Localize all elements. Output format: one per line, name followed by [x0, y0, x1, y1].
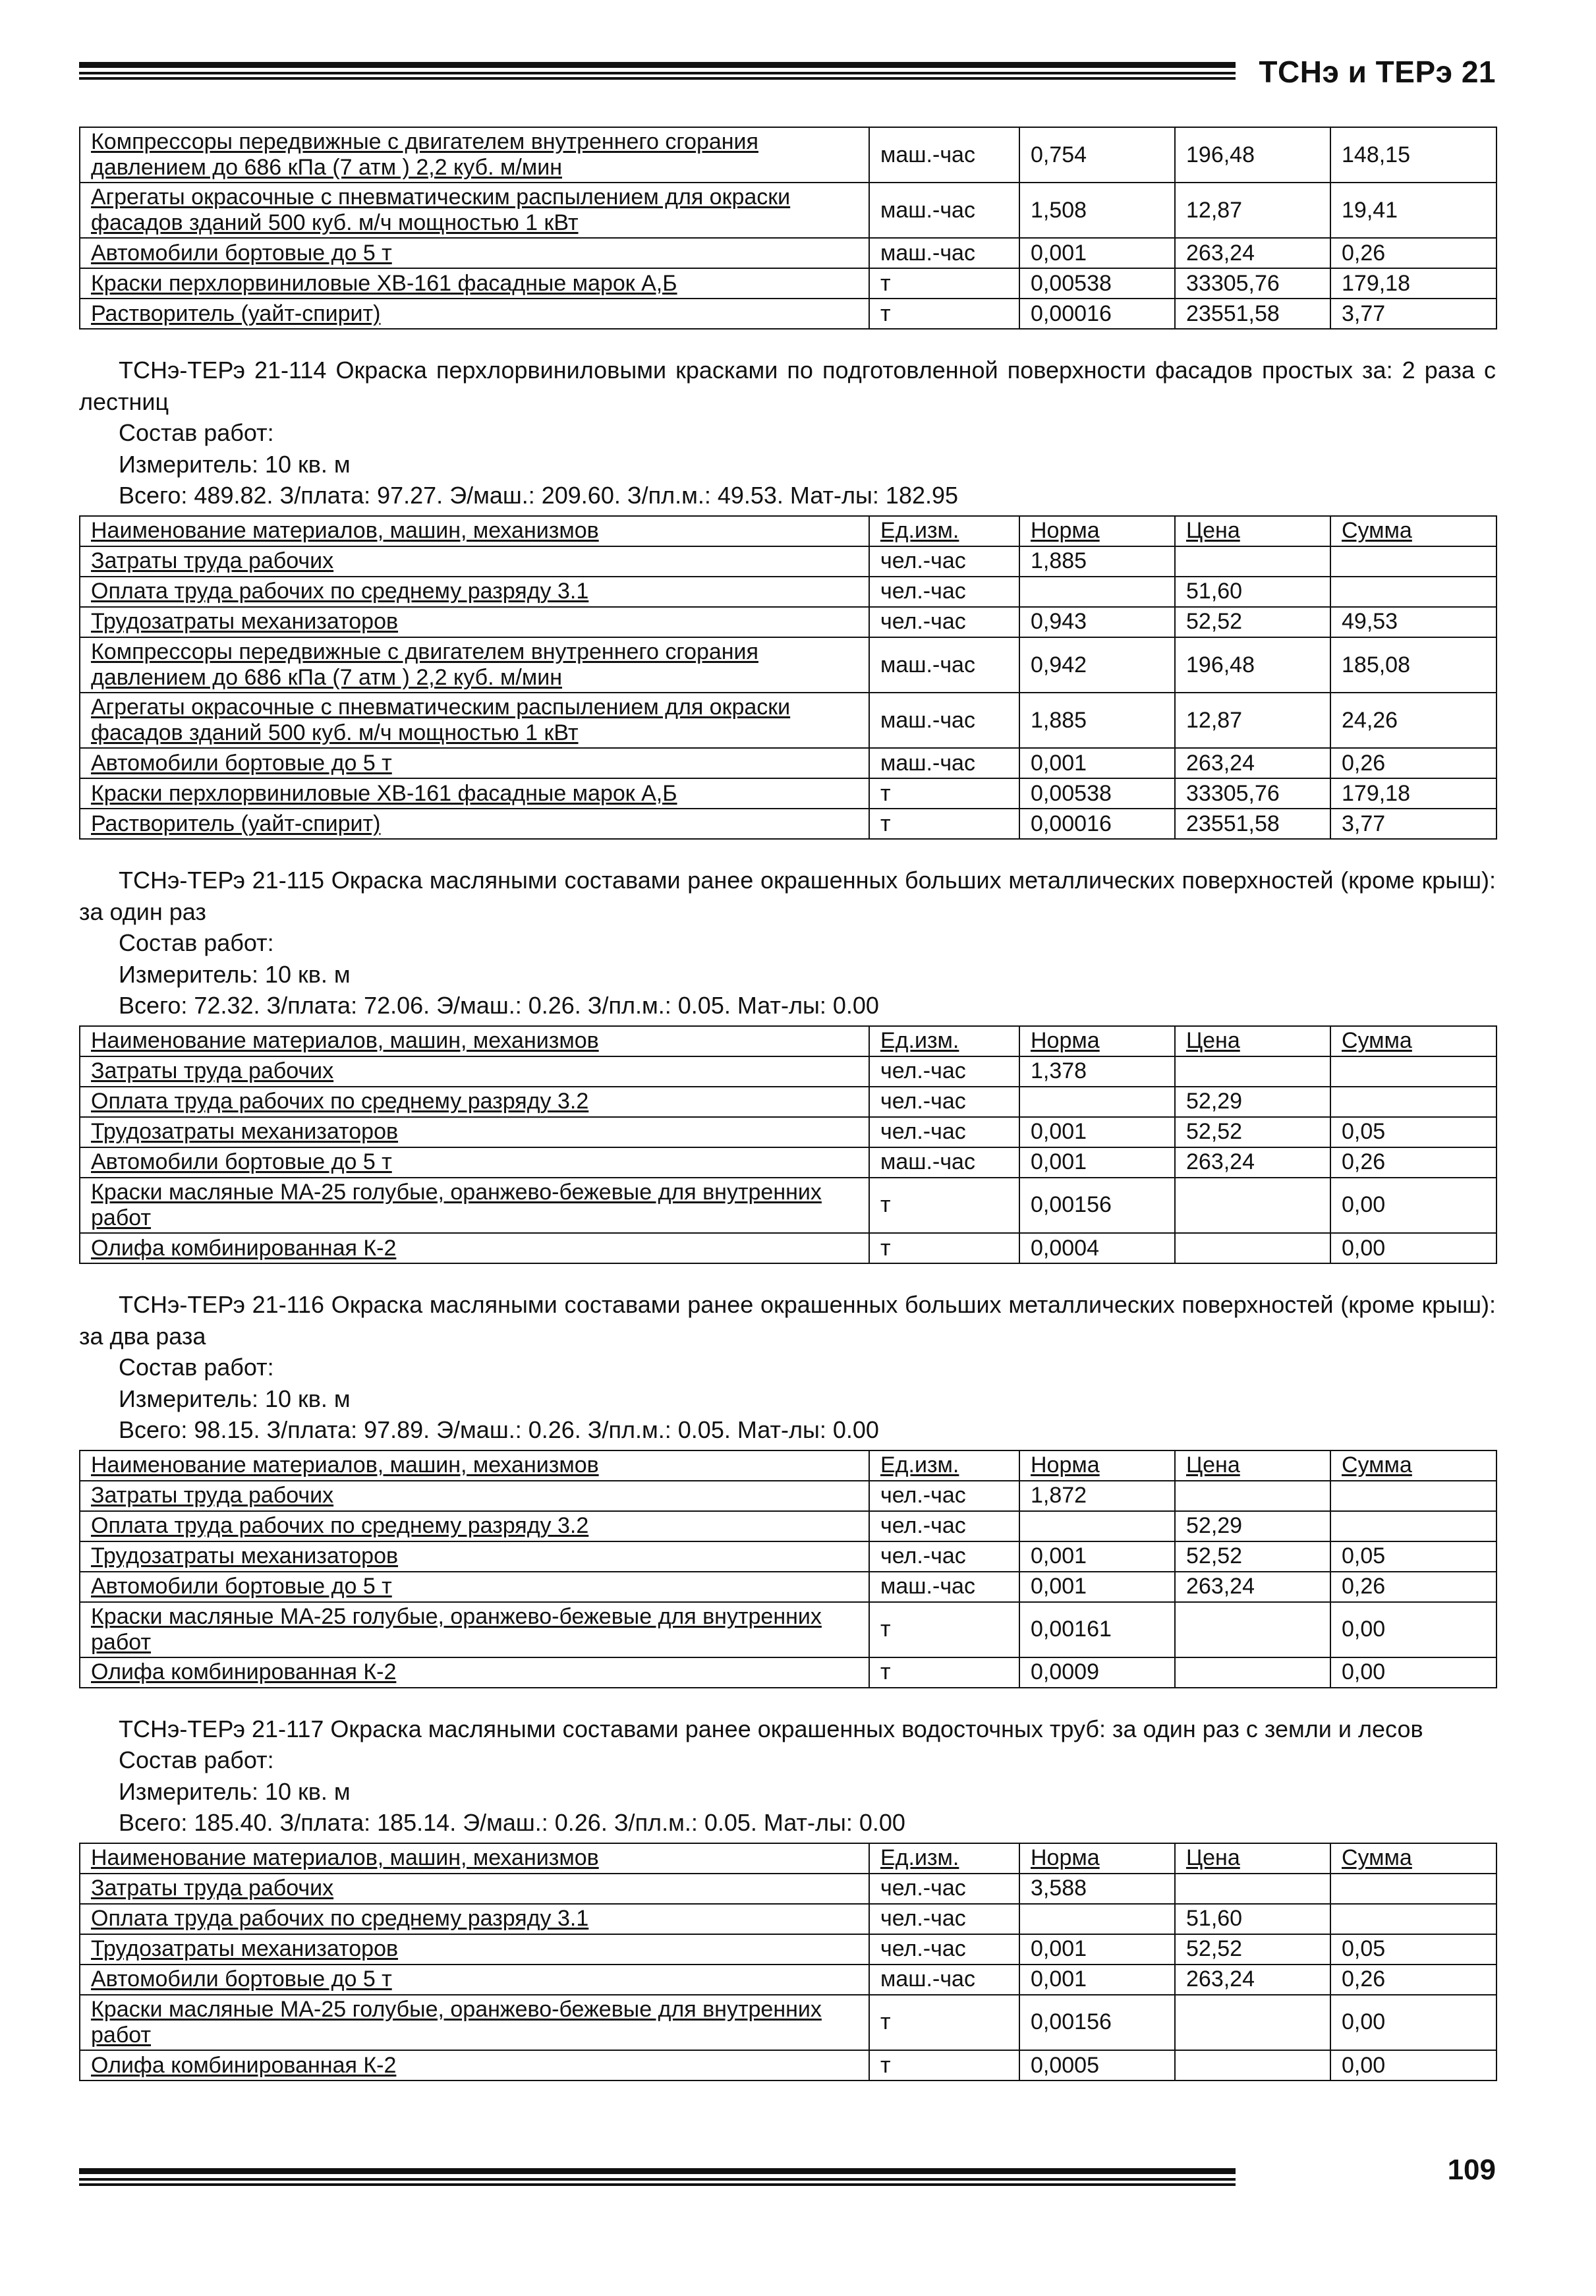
column-header-price: Цена [1175, 516, 1330, 546]
price-cell: 196,48 [1175, 127, 1330, 183]
sum-cell [1330, 1874, 1496, 1904]
footer-rule-thin [79, 2183, 1236, 2186]
resource-name-cell: Трудозатраты механизаторов [80, 607, 869, 637]
unit-cell: чел.-час [869, 1874, 1019, 1904]
norm-cell: 0,00156 [1019, 1995, 1175, 2050]
price-cell [1175, 1233, 1330, 1263]
sum-cell: 0,00 [1330, 1995, 1496, 2050]
column-header-name: Наименование материалов, машин, механизмов [80, 1843, 869, 1874]
unit-cell: чел.-час [869, 1056, 1019, 1087]
table-row [80, 268, 1496, 299]
sum-cell: 0,05 [1330, 1934, 1496, 1965]
sum-cell: 24,26 [1330, 693, 1496, 748]
norm-cell: 0,942 [1019, 637, 1175, 693]
column-header-sum: Сумма [1330, 1450, 1496, 1481]
table-row [80, 546, 1496, 577]
norm-cell: 1,508 [1019, 183, 1175, 238]
table-row [80, 1087, 1496, 1117]
price-cell: 52,52 [1175, 1934, 1330, 1965]
table-row [80, 577, 1496, 607]
sum-cell: 0,05 [1330, 1117, 1496, 1147]
sum-cell: 148,15 [1330, 127, 1496, 183]
unit-cell: чел.-час [869, 577, 1019, 607]
table-row [80, 238, 1496, 268]
resource-name-cell: Трудозатраты механизаторов [80, 1541, 869, 1572]
header-rule-thin [79, 72, 1236, 74]
table-row [80, 1874, 1496, 1904]
resource-name-cell: Автомобили бортовые до 5 т [80, 238, 869, 268]
norm-cell: 0,001 [1019, 1147, 1175, 1178]
norm-cell: 0,00156 [1019, 1178, 1175, 1233]
norm-cell: 0,001 [1019, 1117, 1175, 1147]
price-cell [1175, 1874, 1330, 1904]
resource-name-cell: Краски масляные МА-25 голубые, оранжево-бежевые для внутренних работ [80, 1995, 869, 2050]
norm-cell: 0,0004 [1019, 1233, 1175, 1263]
price-cell: 263,24 [1175, 1572, 1330, 1602]
table-row [80, 1934, 1496, 1965]
unit-cell: чел.-час [869, 1934, 1019, 1965]
column-header-unit: Ед.изм. [869, 516, 1019, 546]
resource-name-cell: Олифа комбинированная К-2 [80, 2050, 869, 2081]
table-header-row [80, 1026, 1496, 1056]
rate-section [79, 355, 1496, 840]
footer-rule-thick [79, 2168, 1236, 2174]
resource-name-cell: Автомобили бортовые до 5 т [80, 1965, 869, 1995]
price-cell: 263,24 [1175, 1965, 1330, 1995]
sum-cell: 0,26 [1330, 1965, 1496, 1995]
price-cell: 52,52 [1175, 607, 1330, 637]
resource-name-cell: Затраты труда рабочих [80, 546, 869, 577]
norm-cell: 0,00016 [1019, 299, 1175, 329]
resource-name-cell: Автомобили бортовые до 5 т [80, 748, 869, 778]
table-row [80, 637, 1496, 693]
resource-name-cell: Агрегаты окрасочные с пневматическим распылением для окраски фасадов зданий 500 куб. м/ч мощностью 1 кВт [80, 693, 869, 748]
table-row [80, 1233, 1496, 1263]
price-cell [1175, 1657, 1330, 1688]
sum-cell: 0,00 [1330, 1178, 1496, 1233]
sum-cell: 0,26 [1330, 238, 1496, 268]
table-header-row [80, 1450, 1496, 1481]
unit-cell: т [869, 268, 1019, 299]
table-row [80, 778, 1496, 809]
norm-cell: 0,0009 [1019, 1657, 1175, 1688]
column-header-unit: Ед.изм. [869, 1843, 1019, 1874]
sum-cell: 0,00 [1330, 2050, 1496, 2081]
sum-cell: 0,26 [1330, 1572, 1496, 1602]
unit-cell: чел.-час [869, 1904, 1019, 1934]
unit-cell: маш.-час [869, 693, 1019, 748]
sum-cell [1330, 1481, 1496, 1511]
sum-cell: 3,77 [1330, 299, 1496, 329]
sum-cell: 185,08 [1330, 637, 1496, 693]
resource-name-cell: Трудозатраты механизаторов [80, 1117, 869, 1147]
unit-cell: т [869, 2050, 1019, 2081]
table-row [80, 1541, 1496, 1572]
sum-cell: 0,00 [1330, 1657, 1496, 1688]
price-cell: 33305,76 [1175, 268, 1330, 299]
resource-name-cell: Компрессоры передвижные с двигателем внутреннего сгорания давлением до 686 кПа (7 атм ) 2,2 куб. м/мин [80, 637, 869, 693]
column-header-sum: Сумма [1330, 516, 1496, 546]
price-cell: 12,87 [1175, 183, 1330, 238]
sum-cell [1330, 1511, 1496, 1541]
table-row [80, 607, 1496, 637]
norm-cell: 0,00538 [1019, 778, 1175, 809]
table-row [80, 1572, 1496, 1602]
resource-name-cell: Автомобили бортовые до 5 т [80, 1572, 869, 1602]
page-header [79, 54, 1496, 94]
column-header-norm: Норма [1019, 1450, 1175, 1481]
norm-cell: 1,885 [1019, 693, 1175, 748]
norm-cell: 1,378 [1019, 1056, 1175, 1087]
price-cell: 263,24 [1175, 748, 1330, 778]
price-cell: 52,52 [1175, 1541, 1330, 1572]
norm-cell: 3,588 [1019, 1874, 1175, 1904]
resource-name-cell: Агрегаты окрасочные с пневматическим распылением для окраски фасадов зданий 500 куб. м/ч мощностью 1 кВт [80, 183, 869, 238]
table-row [80, 1117, 1496, 1147]
column-header-unit: Ед.изм. [869, 1450, 1019, 1481]
table-row [80, 127, 1496, 183]
price-cell [1175, 1481, 1330, 1511]
section-title: ТСНэ-ТЕРэ 21-116 Окраска масляными составами ранее окрашенных больших металлических поверхностей (кроме крыш): за два раза [79, 1291, 1496, 1350]
resource-name-cell: Оплата труда рабочих по среднему разряду 3.1 [80, 1904, 869, 1934]
page-number: 109 [1447, 2154, 1496, 2186]
resource-name-cell: Затраты труда рабочих [80, 1056, 869, 1087]
norm-cell: 0,0005 [1019, 2050, 1175, 2081]
price-cell: 51,60 [1175, 1904, 1330, 1934]
table-row [80, 1511, 1496, 1541]
table-row [80, 1995, 1496, 2050]
table-row [80, 1056, 1496, 1087]
sum-cell: 0,00 [1330, 1602, 1496, 1657]
norm-cell: 0,001 [1019, 1572, 1175, 1602]
table-row [80, 809, 1496, 839]
unit-cell: маш.-час [869, 183, 1019, 238]
sum-cell: 0,26 [1330, 748, 1496, 778]
column-header-norm: Норма [1019, 516, 1175, 546]
resource-table-body [80, 1843, 1496, 2081]
header-rule [79, 62, 1236, 82]
price-cell [1175, 2050, 1330, 2081]
table-row [80, 1657, 1496, 1688]
section-title: ТСНэ-ТЕРэ 21-117 Окраска масляными составами ранее окрашенных водосточных труб: за один раз с земли и лесов [119, 1715, 1423, 1742]
column-header-sum: Сумма [1330, 1843, 1496, 1874]
work-composition: Состав работ: [119, 1746, 274, 1774]
running-title: ТСНэ и ТЕРэ 21 [1259, 55, 1496, 89]
section-totals: Всего: 489.82. З/плата: 97.27. Э/маш.: 209.60. З/пл.м.: 49.53. Мат-лы: 182.95 [119, 482, 959, 509]
unit-cell: чел.-час [869, 546, 1019, 577]
unit-cell: т [869, 1995, 1019, 2050]
rate-section [79, 1289, 1496, 1688]
table-row [80, 1965, 1496, 1995]
norm-cell: 0,754 [1019, 127, 1175, 183]
column-header-unit: Ед.изм. [869, 1026, 1019, 1056]
column-header-price: Цена [1175, 1450, 1330, 1481]
column-header-name: Наименование материалов, машин, механизмов [80, 1026, 869, 1056]
unit-cell: т [869, 1233, 1019, 1263]
sum-cell [1330, 1056, 1496, 1087]
unit-cell: чел.-час [869, 607, 1019, 637]
unit-cell: маш.-час [869, 238, 1019, 268]
table-row [80, 1178, 1496, 1233]
unit-cell: т [869, 809, 1019, 839]
resource-table [79, 1450, 1497, 1688]
section-title: ТСНэ-ТЕРэ 21-115 Окраска масляными составами ранее окрашенных больших металлических поверхностей (кроме крыш): за один раз [79, 867, 1496, 925]
unit-cell: маш.-час [869, 637, 1019, 693]
unit-cell: т [869, 1602, 1019, 1657]
resource-name-cell: Затраты труда рабочих [80, 1874, 869, 1904]
column-header-price: Цена [1175, 1026, 1330, 1056]
resource-name-cell: Растворитель (уайт-спирит) [80, 809, 869, 839]
sum-cell: 179,18 [1330, 268, 1496, 299]
norm-cell: 0,943 [1019, 607, 1175, 637]
page-footer [79, 2154, 1496, 2200]
table-header-row [80, 516, 1496, 546]
norm-cell [1019, 1904, 1175, 1934]
resource-name-cell: Оплата труда рабочих по среднему разряду 3.2 [80, 1087, 869, 1117]
column-header-norm: Норма [1019, 1026, 1175, 1056]
norm-cell: 0,001 [1019, 748, 1175, 778]
sum-cell: 179,18 [1330, 778, 1496, 809]
footer-rule [79, 2168, 1236, 2189]
unit-cell: т [869, 778, 1019, 809]
norm-cell [1019, 577, 1175, 607]
sum-cell [1330, 1904, 1496, 1934]
resource-name-cell: Оплата труда рабочих по среднему разряду 3.1 [80, 577, 869, 607]
resource-table [79, 1843, 1497, 2081]
resource-name-cell: Растворитель (уайт-спирит) [80, 299, 869, 329]
resource-table [79, 515, 1497, 840]
header-rule-thin [79, 77, 1236, 80]
norm-cell [1019, 1087, 1175, 1117]
norm-cell: 1,872 [1019, 1481, 1175, 1511]
column-header-name: Наименование материалов, машин, механизмов [80, 516, 869, 546]
column-header-sum: Сумма [1330, 1026, 1496, 1056]
section-totals: Всего: 185.40. З/плата: 185.14. Э/маш.: 0.26. З/пл.м.: 0.05. Мат-лы: 0.00 [119, 1809, 905, 1837]
unit-cell: т [869, 299, 1019, 329]
resource-table-body [80, 1026, 1496, 1263]
norm-cell: 0,00161 [1019, 1602, 1175, 1657]
norm-cell: 0,001 [1019, 1934, 1175, 1965]
norm-cell: 0,001 [1019, 1541, 1175, 1572]
rate-section [79, 865, 1496, 1264]
table-row [80, 693, 1496, 748]
norm-cell [1019, 1511, 1175, 1541]
price-cell: 263,24 [1175, 238, 1330, 268]
norm-cell: 0,00016 [1019, 809, 1175, 839]
price-cell [1175, 546, 1330, 577]
sum-cell: 0,05 [1330, 1541, 1496, 1572]
unit-cell: чел.-час [869, 1541, 1019, 1572]
resource-name-cell: Олифа комбинированная К-2 [80, 1657, 869, 1688]
sum-cell [1330, 1087, 1496, 1117]
resource-table-body [80, 1450, 1496, 1688]
column-header-price: Цена [1175, 1843, 1330, 1874]
unit-cell: т [869, 1657, 1019, 1688]
unit-cell: маш.-час [869, 1147, 1019, 1178]
unit-of-measure: Измеритель: 10 кв. м [119, 1777, 351, 1805]
resource-table-body [80, 516, 1496, 839]
resource-table-body [80, 127, 1496, 329]
sum-cell: 19,41 [1330, 183, 1496, 238]
unit-cell: чел.-час [869, 1481, 1019, 1511]
price-cell [1175, 1995, 1330, 2050]
norm-cell: 0,00538 [1019, 268, 1175, 299]
norm-cell: 1,885 [1019, 546, 1175, 577]
price-cell: 23551,58 [1175, 299, 1330, 329]
page-content [79, 127, 1496, 2081]
section-title: ТСНэ-ТЕРэ 21-114 Окраска перхлорвиниловыми красками по подготовленной поверхности фасадов простых за: 2 раза с лестниц [79, 357, 1496, 415]
table-row [80, 299, 1496, 329]
resource-table [79, 127, 1497, 330]
sum-cell: 49,53 [1330, 607, 1496, 637]
unit-of-measure: Измеритель: 10 кв. м [119, 960, 351, 988]
unit-cell: маш.-час [869, 1965, 1019, 1995]
unit-cell: маш.-час [869, 748, 1019, 778]
resource-name-cell: Краски масляные МА-25 голубые, оранжево-бежевые для внутренних работ [80, 1602, 869, 1657]
column-header-norm: Норма [1019, 1843, 1175, 1874]
price-cell: 23551,58 [1175, 809, 1330, 839]
unit-cell: т [869, 1178, 1019, 1233]
unit-of-measure: Измеритель: 10 кв. м [119, 450, 351, 478]
resource-table [79, 1025, 1497, 1264]
work-composition: Состав работ: [119, 419, 274, 447]
rate-section [79, 1713, 1496, 2081]
section-totals: Всего: 72.32. З/плата: 72.06. Э/маш.: 0.26. З/пл.м.: 0.05. Мат-лы: 0.00 [119, 992, 879, 1019]
price-cell [1175, 1178, 1330, 1233]
section-totals: Всего: 98.15. З/плата: 97.89. Э/маш.: 0.26. З/пл.м.: 0.05. Мат-лы: 0.00 [119, 1416, 879, 1444]
resource-name-cell: Трудозатраты механизаторов [80, 1934, 869, 1965]
unit-cell: чел.-час [869, 1117, 1019, 1147]
price-cell: 12,87 [1175, 693, 1330, 748]
table-row [80, 1904, 1496, 1934]
table-header-row [80, 1843, 1496, 1874]
resource-name-cell: Оплата труда рабочих по среднему разряду 3.2 [80, 1511, 869, 1541]
column-header-name: Наименование материалов, машин, механизмов [80, 1450, 869, 1481]
resource-name-cell: Затраты труда рабочих [80, 1481, 869, 1511]
table-row [80, 1481, 1496, 1511]
resource-name-cell: Краски перхлорвиниловые ХВ-161 фасадные марок А,Б [80, 268, 869, 299]
price-cell: 196,48 [1175, 637, 1330, 693]
sum-cell [1330, 546, 1496, 577]
sum-cell: 0,26 [1330, 1147, 1496, 1178]
sum-cell [1330, 577, 1496, 607]
footer-rule-thin [79, 2178, 1236, 2181]
work-composition: Состав работ: [119, 1354, 274, 1381]
price-cell: 51,60 [1175, 577, 1330, 607]
price-cell: 263,24 [1175, 1147, 1330, 1178]
price-cell: 52,29 [1175, 1087, 1330, 1117]
unit-cell: маш.-час [869, 1572, 1019, 1602]
price-cell [1175, 1056, 1330, 1087]
sections [79, 355, 1496, 2081]
norm-cell: 0,001 [1019, 238, 1175, 268]
price-cell: 52,52 [1175, 1117, 1330, 1147]
table-row [80, 748, 1496, 778]
unit-cell: чел.-час [869, 1087, 1019, 1117]
table-row [80, 2050, 1496, 2081]
resource-name-cell: Олифа комбинированная К-2 [80, 1233, 869, 1263]
sum-cell: 0,00 [1330, 1233, 1496, 1263]
unit-cell: чел.-час [869, 1511, 1019, 1541]
price-cell: 33305,76 [1175, 778, 1330, 809]
table-row [80, 1147, 1496, 1178]
resource-name-cell: Компрессоры передвижные с двигателем внутреннего сгорания давлением до 686 кПа (7 атм ) 2,2 куб. м/мин [80, 127, 869, 183]
resource-name-cell: Краски перхлорвиниловые ХВ-161 фасадные марок А,Б [80, 778, 869, 809]
sum-cell: 3,77 [1330, 809, 1496, 839]
resource-name-cell: Краски масляные МА-25 голубые, оранжево-бежевые для внутренних работ [80, 1178, 869, 1233]
unit-cell: маш.-час [869, 127, 1019, 183]
norm-cell: 0,001 [1019, 1965, 1175, 1995]
unit-of-measure: Измеритель: 10 кв. м [119, 1385, 351, 1412]
price-cell: 52,29 [1175, 1511, 1330, 1541]
header-rule-thick [79, 62, 1236, 68]
table-row [80, 1602, 1496, 1657]
work-composition: Состав работ: [119, 929, 274, 957]
resource-name-cell: Автомобили бортовые до 5 т [80, 1147, 869, 1178]
table-row [80, 183, 1496, 238]
price-cell [1175, 1602, 1330, 1657]
